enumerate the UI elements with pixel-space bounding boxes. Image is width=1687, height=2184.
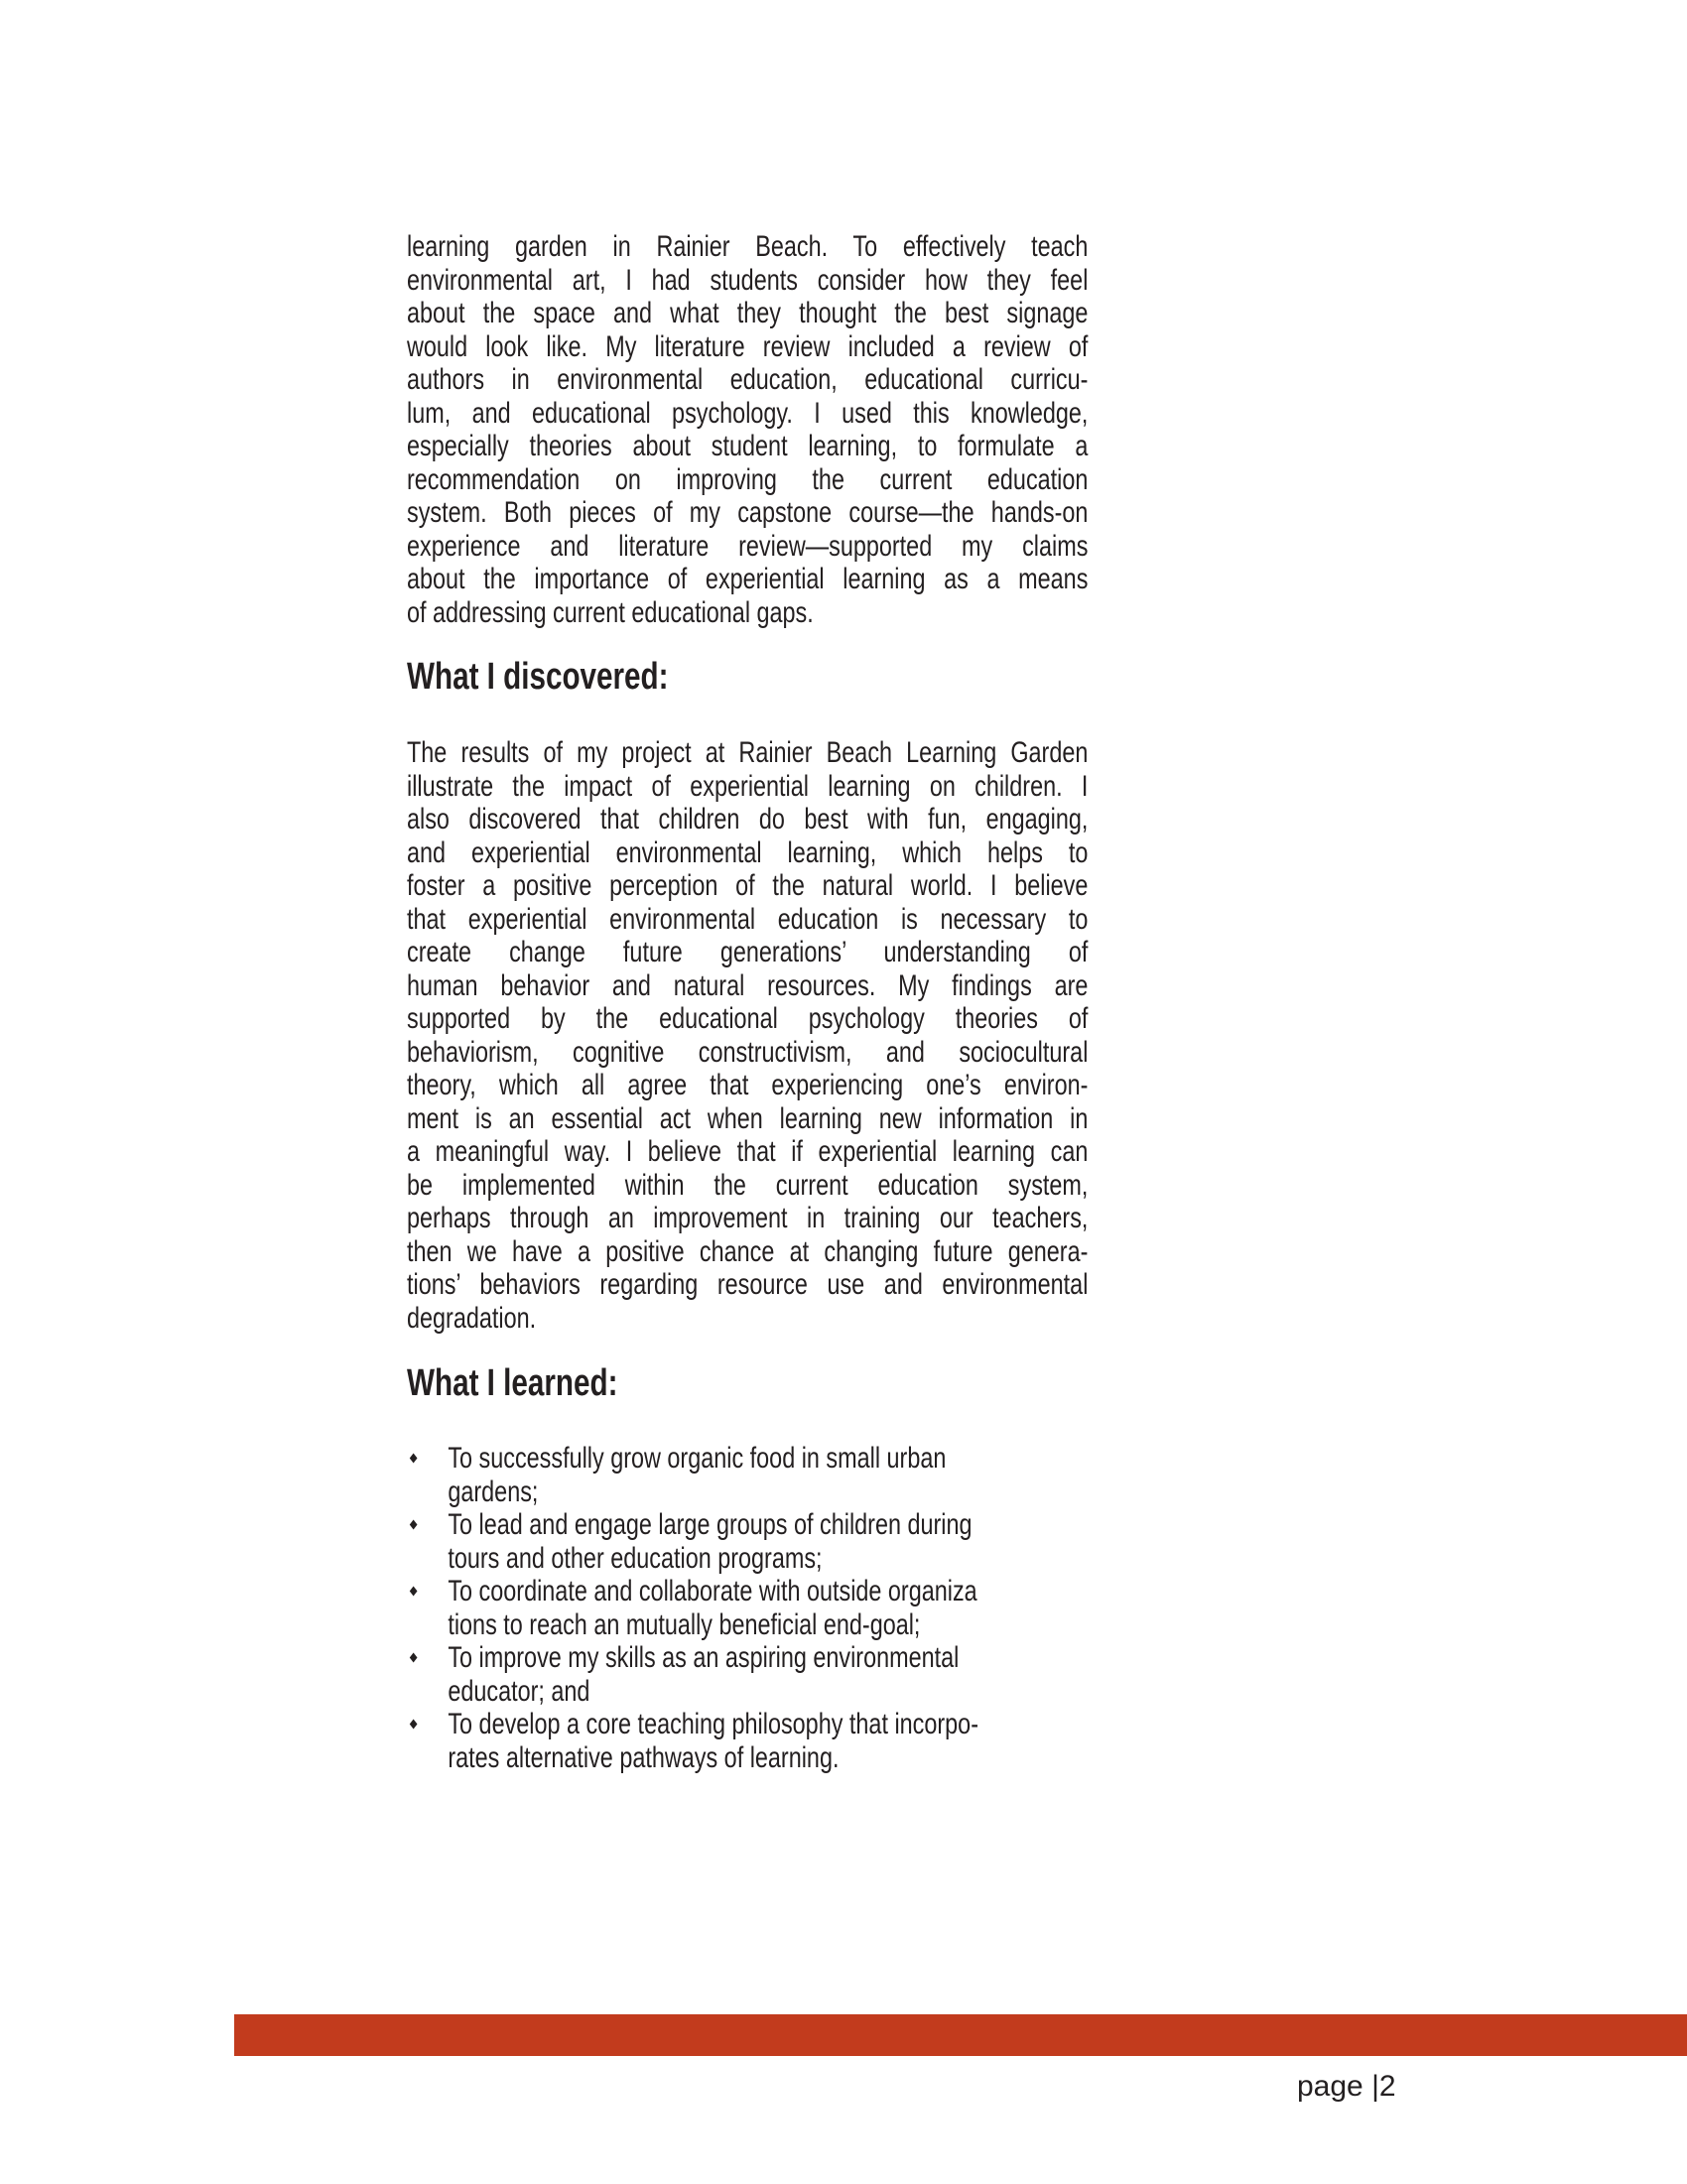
list-item-text: To coordinate and collaborate with outside organiza tions to reach an mutually beneficial end-goal;: [448, 1575, 977, 1641]
list-item: [407, 1708, 1088, 1774]
list-item-text: To successfully grow organic food in small urban gardens;: [448, 1442, 947, 1508]
page-number: page |2: [1297, 2070, 1396, 2103]
list-item-text: To improve my skills as an aspiring environmental educator; and: [448, 1641, 960, 1708]
bullet-diamond-icon: [410, 1454, 418, 1464]
list-item-text: To lead and engage large groups of children during tours and other education programs;: [448, 1508, 973, 1575]
paragraph-continued: learning garden in Rainier Beach. To effectively teach environmental art, I had students consider how they feel about the space and what they thought the best signage would look like. My literature review included a review of authors in environmental education, educational curricu- lum, and educational psychology. I used this knowledge, especially theories about student learning, to formulate a recommendation on improving the current education system. Both pieces of my capstone course—the hands-on experience and literature review—supported my claims about the importance of experiential learning as a means of addressing current educational gaps.: [407, 230, 1089, 629]
learned-list: [407, 1442, 1088, 1774]
heading-what-i-learned: What I learned:: [407, 1362, 618, 1404]
paragraph-what-i-discovered: The results of my project at Rainier Beach Learning Garden illustrate the impact of experiential learning on children. I also discovered that children do best with fun, engaging, and experiential environmental learning, which helps to foster a positive perception of the natural world. I believe that experiential environmental education is necessary to create change future generations’ understanding of human behavior and natural resources. My findings are supported by the educational psychology theories of behaviorism, cognitive constructivism, and sociocultural theory, which all agree that experiencing one’s environ- ment is an essential act when learning new information in a meaningful way. I believe that if experiential learning can be implemented within the current education system, perhaps through an improvement in training our teachers, then we have a positive chance at changing future genera- tions’ behaviors regarding resource use and environmental degradation.: [407, 736, 1089, 1335]
heading-what-i-discovered: What I discovered:: [407, 656, 669, 698]
bullet-diamond-icon: [410, 1520, 418, 1530]
list-item: [407, 1575, 1088, 1641]
bullet-diamond-icon: [410, 1653, 418, 1663]
list-item: [407, 1442, 1088, 1508]
footer-accent-bar: [234, 2014, 1687, 2056]
list-item: [407, 1508, 1088, 1575]
bullet-diamond-icon: [410, 1587, 418, 1597]
list-item-text: To develop a core teaching philosophy that incorpo- rates alternative pathways of learning.: [448, 1708, 978, 1774]
list-item: [407, 1641, 1088, 1708]
bullet-diamond-icon: [410, 1720, 418, 1730]
